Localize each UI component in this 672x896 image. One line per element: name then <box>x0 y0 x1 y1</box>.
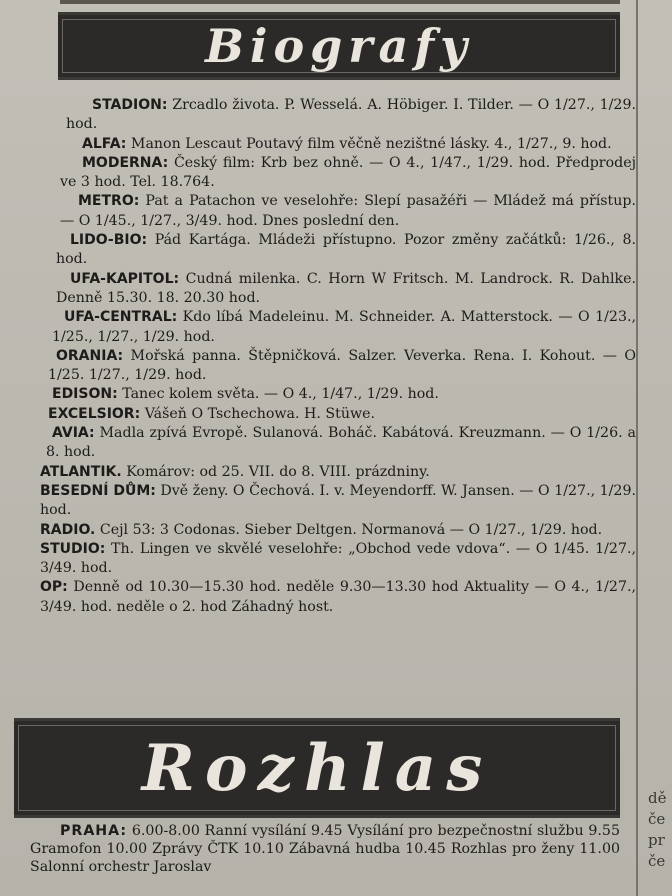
listing-text: Cejl 53: 3 Codonas. Sieber Deltgen. Normanová — O 1/27., 1/29. hod. <box>99 521 603 538</box>
column-rule <box>636 0 638 896</box>
listing-text: Komárov: od 25. VII. do 8. VIII. prázdniny. <box>126 463 430 480</box>
listing-entry <box>40 463 636 482</box>
listing-entry <box>18 308 636 347</box>
cinema-name: ALFA: <box>82 135 127 152</box>
listing-text: Kdo líbá Madeleinu. M. Schneider. A. Matterstock. — O 1/23., 1/25., 1/27., 1/29. hod. <box>52 309 636 345</box>
cinema-name: METRO: <box>78 193 140 210</box>
listing-text: Český film: Krb bez ohně. — O 4., 1/47., 1/29. hod. Předprodej ve 3 hod. Tel. 18.764. <box>60 154 636 191</box>
listing-entry <box>14 231 636 270</box>
radio-program-text: 6.00-8.00 Ranní vysílání 9.45 Vysílání pro bezpečnostní službu 9.55 Gramofon 10.00 Zprávy ČTK 10.10 Zábavná hudba 10.45 Rozhlas pro ženy 11.00 Salonní orchestr Jaroslav <box>30 823 620 875</box>
biografy-title: Biografy <box>205 19 473 73</box>
listing-entry <box>16 424 636 463</box>
top-rule <box>60 0 620 4</box>
listing-entry <box>18 347 636 386</box>
listing-entry <box>14 578 636 617</box>
listing-text: Vášeň O Tschechowa. H. Stüwe. <box>144 405 376 422</box>
listing-entry <box>14 540 636 579</box>
listing-entry <box>20 154 636 193</box>
listing-text: Th. Lingen ve skvělé veselohře: „Obchod vede vdova“. — O 1/45. 1/27., 3/49. hod. <box>40 540 636 577</box>
listing-text: Madla zpívá Evropě. Sulanová. Boháč. Kabátová. Kreuzmann. — O 1/26. a 8. hod. <box>46 425 636 461</box>
cinema-name: ATLANTIK. <box>40 463 122 480</box>
listing-entry <box>40 385 636 404</box>
listing-entry <box>20 96 636 135</box>
cinema-name: MODERNA: <box>82 154 169 171</box>
cinema-name: UFA-CENTRAL: <box>64 309 178 326</box>
rozhlas-banner <box>14 718 620 818</box>
cinema-name: STADION: <box>92 97 168 113</box>
station-name: PRAHA: <box>60 823 128 839</box>
cinema-name: ORANIA: <box>56 347 124 364</box>
radio-program <box>30 822 620 876</box>
cinema-name: OP: <box>40 579 68 596</box>
listing-entry <box>12 521 636 540</box>
listing-text: Tanec kolem světa. — O 4., 1/47., 1/29. hod. <box>122 386 439 403</box>
listing-entry <box>40 405 636 424</box>
listing-text: Zrcadlo života. P. Wesselá. A. Höbiger. I. Tilder. — O 1/27., 1/29. hod. <box>66 97 636 133</box>
listing-text: Cudná milenka. C. Horn W Fritsch. M. Landrock. R. Dahlke. Denně 15.30. 18. 20.30 hod. <box>56 270 636 306</box>
listing-entry <box>22 192 636 231</box>
rozhlas-title: Rozhlas <box>141 730 493 806</box>
cinema-name: EDISON: <box>52 386 118 403</box>
cinema-name: UFA-KAPITOL: <box>70 270 180 287</box>
margin-fragment: če <box>648 852 666 870</box>
cinema-name: RADIO. <box>40 521 96 538</box>
listing-entry <box>14 270 636 309</box>
listing-text: Dvě ženy. O Čechová. I. v. Meyendorff. W. Jansen. — O 1/27., 1/29. hod. <box>40 482 636 519</box>
listing-entry <box>12 482 636 521</box>
margin-fragment: če <box>648 810 666 828</box>
adjacent-column-fragments <box>648 788 672 872</box>
cinema-listings <box>40 96 636 617</box>
listing-text: Mořská panna. Štěpničková. Salzer. Veverka. Rena. I. Kohout. — O 1/25. 1/27., 1/29. hod. <box>48 347 636 384</box>
cinema-name: BESEDNÍ DŮM: <box>40 482 156 499</box>
listing-entry <box>22 135 636 154</box>
cinema-name: AVIA: <box>52 425 95 442</box>
margin-fragment: pr <box>648 831 665 849</box>
cinema-name: LIDO-BIO: <box>70 232 148 249</box>
listing-text: Pat a Patachon ve veselohře: Slepí pasažéři — Mládež má přístup. — O 1/45., 1/27., 3/49. hod. Dnes poslední den. <box>60 193 636 229</box>
biografy-banner <box>58 12 620 80</box>
listing-text: Pád Kartága. Mládeži přístupno. Pozor změny začátků: 1/26., 8. hod. <box>56 232 637 268</box>
cinema-name: EXCELSIOR: <box>48 405 141 422</box>
cinema-name: STUDIO: <box>40 540 106 557</box>
listing-text: Manon Lescaut Poutavý film věčně nezištné lásky. 4., 1/27., 9. hod. <box>130 135 612 152</box>
margin-fragment: dě <box>648 789 667 807</box>
listing-text: Denně od 10.30—15.30 hod. neděle 9.30—13.30 hod Aktuality — O 4., 1/27., 3/49. hod. neděle o 2. hod Záhadný host. <box>40 579 636 615</box>
